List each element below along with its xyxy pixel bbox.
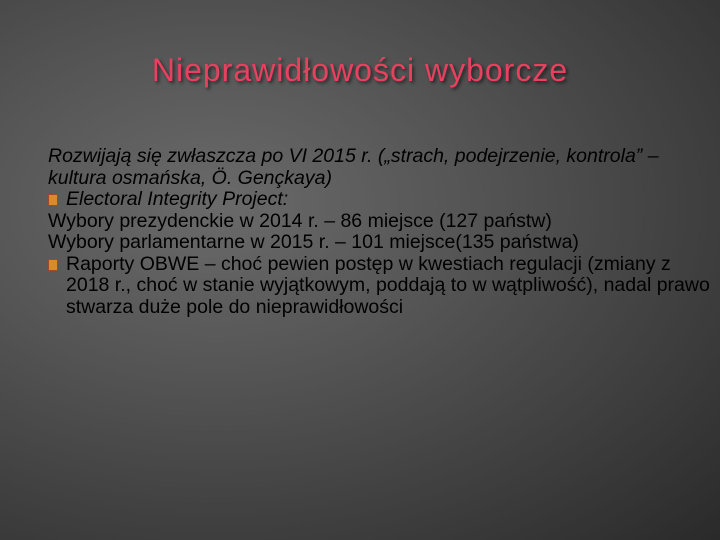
slide-title: Nieprawidłowości wyborcze [151, 52, 569, 88]
bullet-item-eip-label: Electoral Integrity Project: [66, 188, 289, 210]
bullet-item-obwe-label: Raporty OBWE – choć pewien postęp w kwestiach regulacji (zmiany z 2018 r., choć w stanie wyjątkowym, poddają to w wątpliwość), nadal prawo stwarza duże pole do nieprawidłowości [66, 252, 710, 318]
square-bullet-icon [48, 189, 66, 211]
paragraph-presidential: Wybory prezydenckie w 2014 r. – 86 miejsce (127 państw) [48, 209, 552, 232]
bullet-item-obwe [48, 254, 716, 319]
slide-body [48, 146, 716, 318]
square-bullet-icon [48, 254, 66, 276]
paragraph-context: Rozwijają się zwłaszcza po VI 2015 r. („strach, podejrzenie, kontrola” – kultura osmańska, Ö. Gençkaya) [48, 145, 659, 189]
paragraph-parliamentary: Wybory parlamentarne w 2015 r. – 101 miejsce(135 państwa) [48, 231, 579, 253]
bullet-item-eip [48, 189, 716, 211]
